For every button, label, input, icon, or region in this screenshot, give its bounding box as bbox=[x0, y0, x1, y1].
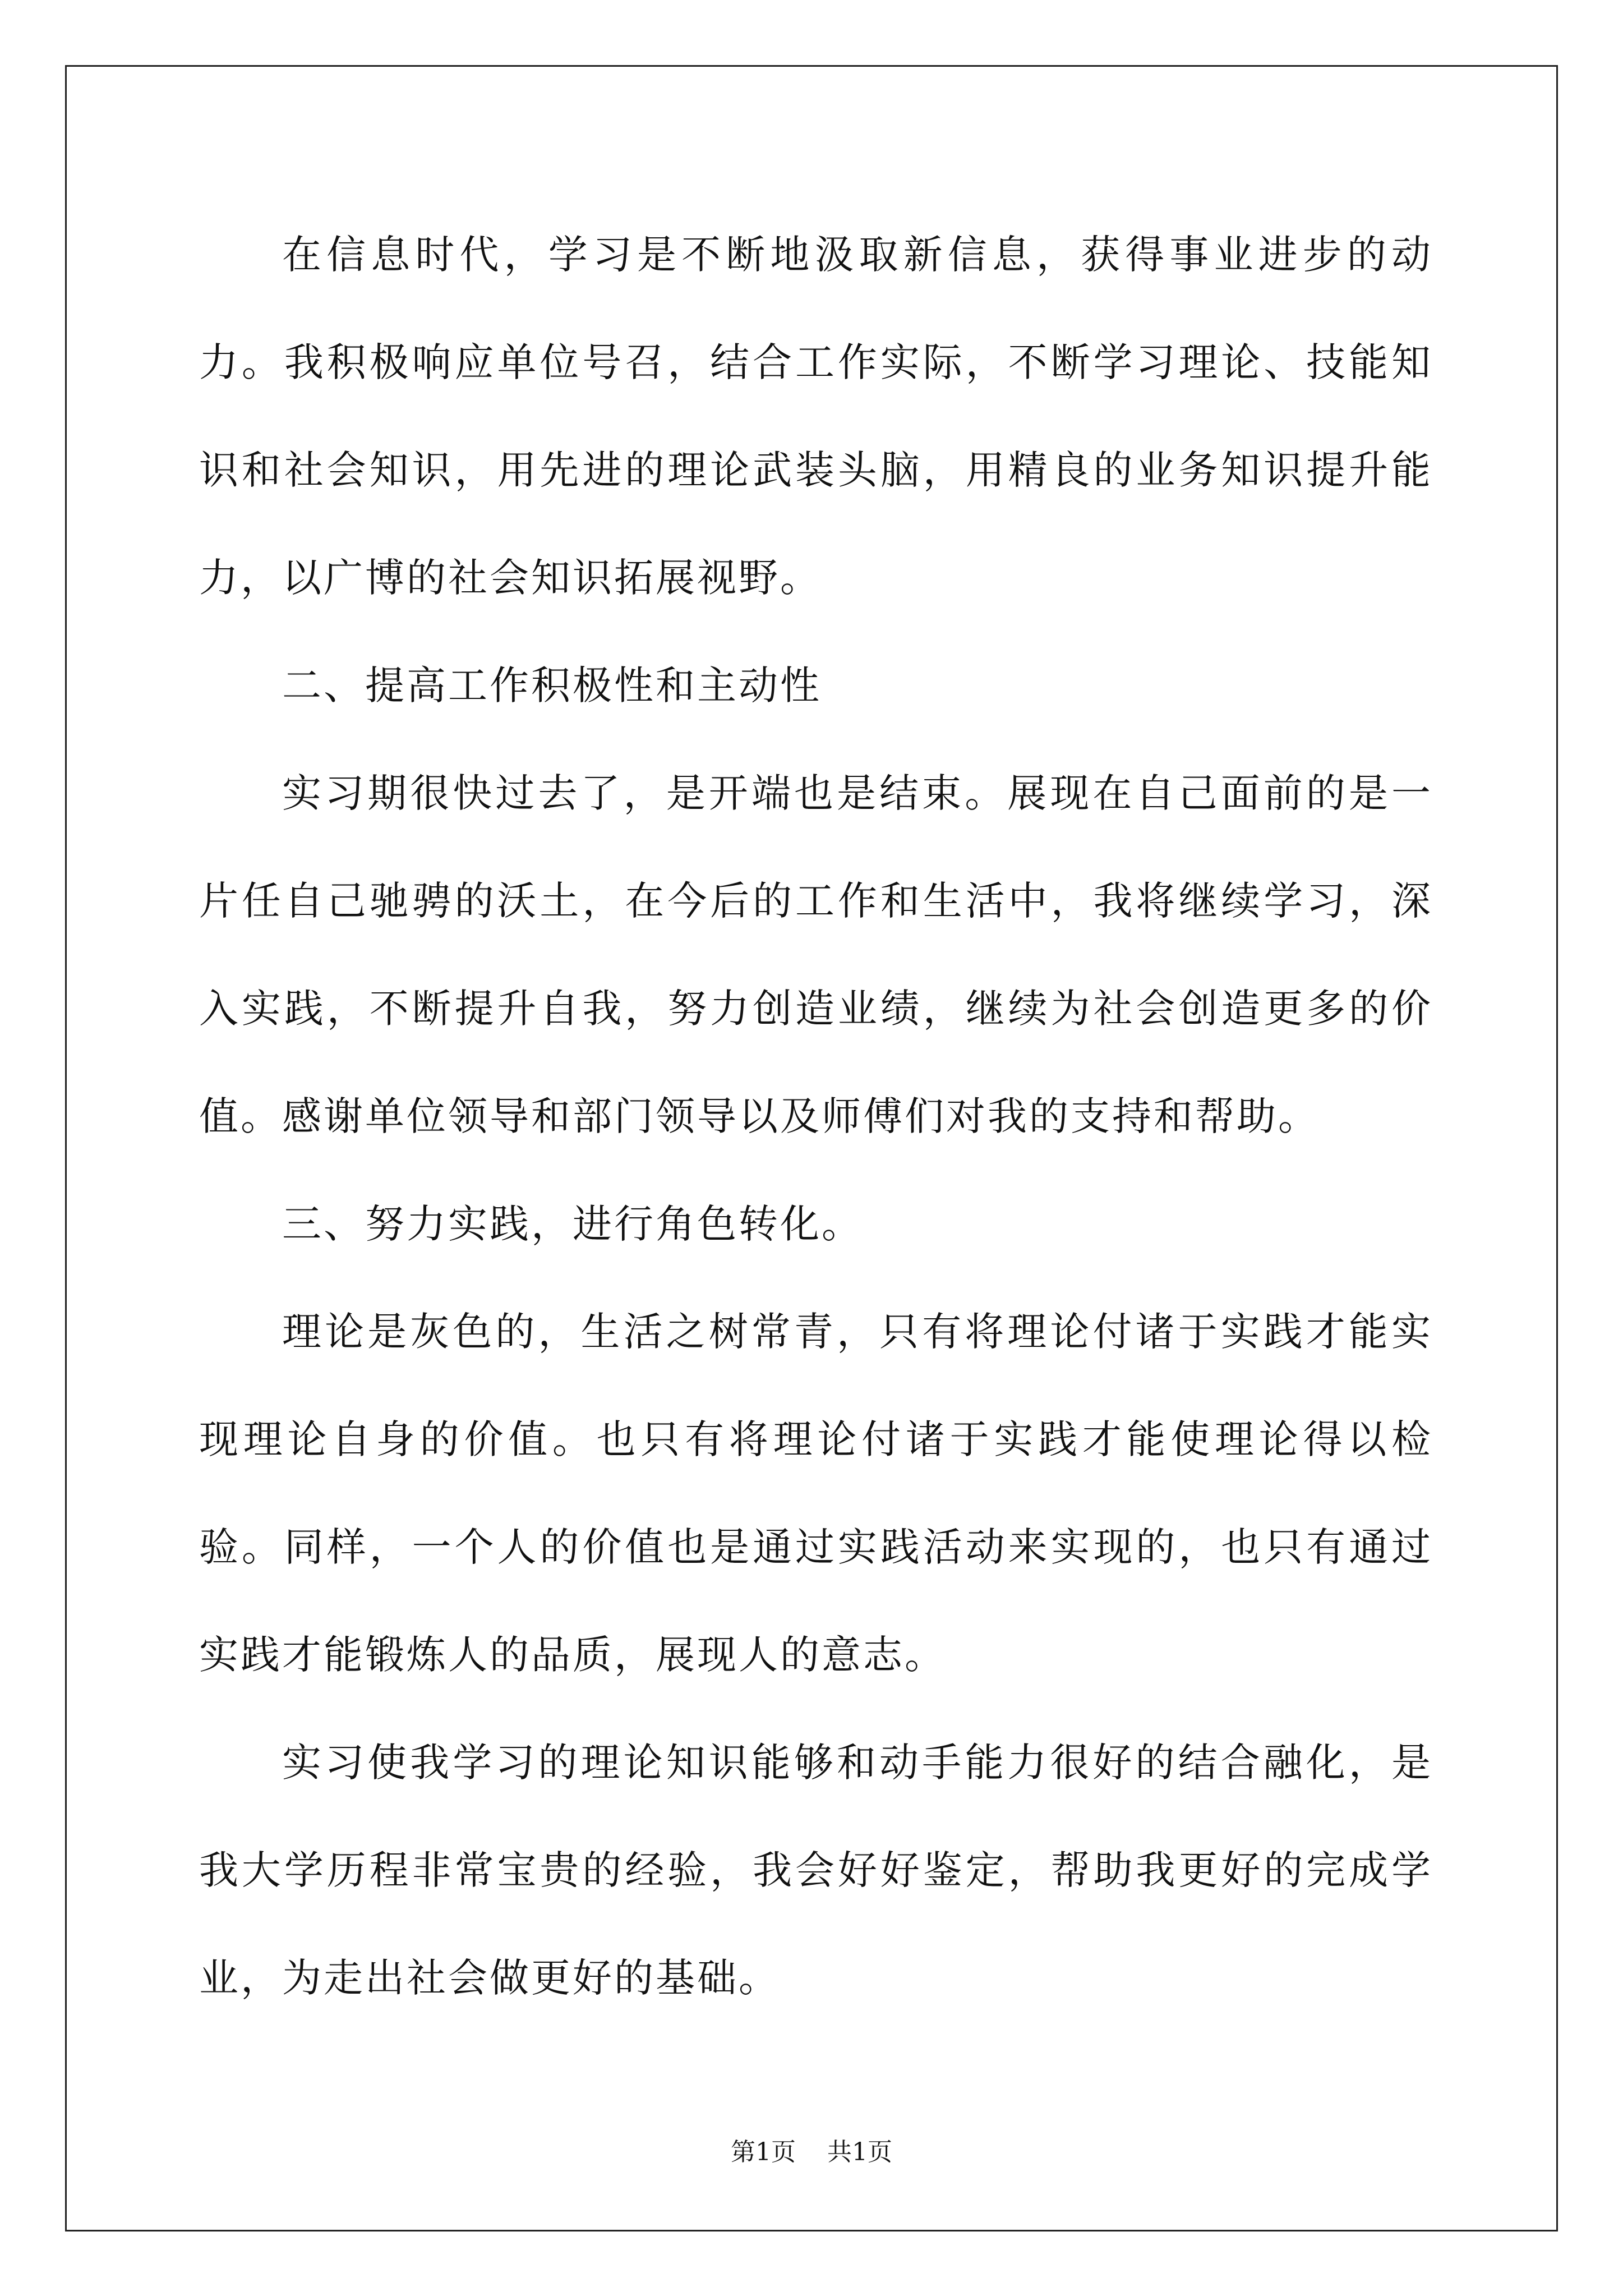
section-heading-2: 二、提高工作积极性和主动性 bbox=[282, 662, 822, 708]
page-total: 共1页 bbox=[827, 2138, 892, 2166]
page-footer bbox=[0, 2132, 1623, 2168]
paragraph-learning: 在信息时代，学习是不断地汲取新信息，获得事业进步的动力。我积极响应单位号召，结合工作实际，不断学习理论、技能知识和社会知识，用先进的理论武装头脑，用精良的业务知识提升能力，以广博的社会知识拓展视野。 bbox=[199, 232, 1433, 601]
paragraph-conclusion: 实习使我学习的理论知识能够和动手能力很好的结合融化，是我大学历程非常宝贵的经验，我会好好鉴定，帮助我更好的完成学业，为走出社会做更好的基础。 bbox=[199, 1740, 1433, 2001]
section-heading-3: 三、努力实践，进行角色转化。 bbox=[282, 1201, 863, 1247]
paragraph-internship: 实习期很快过去了，是开端也是结束。展现在自己面前的是一片任自己驰骋的沃土，在今后的工作和生活中，我将继续学习，深入实践，不断提升自我，努力创造业绩，继续为社会创造更多的价值。感谢单位领导和部门领导以及师傅们对我的支持和帮助。 bbox=[199, 770, 1433, 1139]
page-number: 第1页 bbox=[731, 2138, 796, 2166]
document-body bbox=[199, 201, 1433, 2032]
paragraph-theory-practice: 理论是灰色的，生活之树常青，只有将理论付诸于实践才能实现理论自身的价值。也只有将理论付诸于实践才能使理论得以检验。同样，一个人的价值也是通过实践活动来实现的，也只有通过实践才能锻炼人的品质，展现人的意志。 bbox=[199, 1309, 1433, 1678]
